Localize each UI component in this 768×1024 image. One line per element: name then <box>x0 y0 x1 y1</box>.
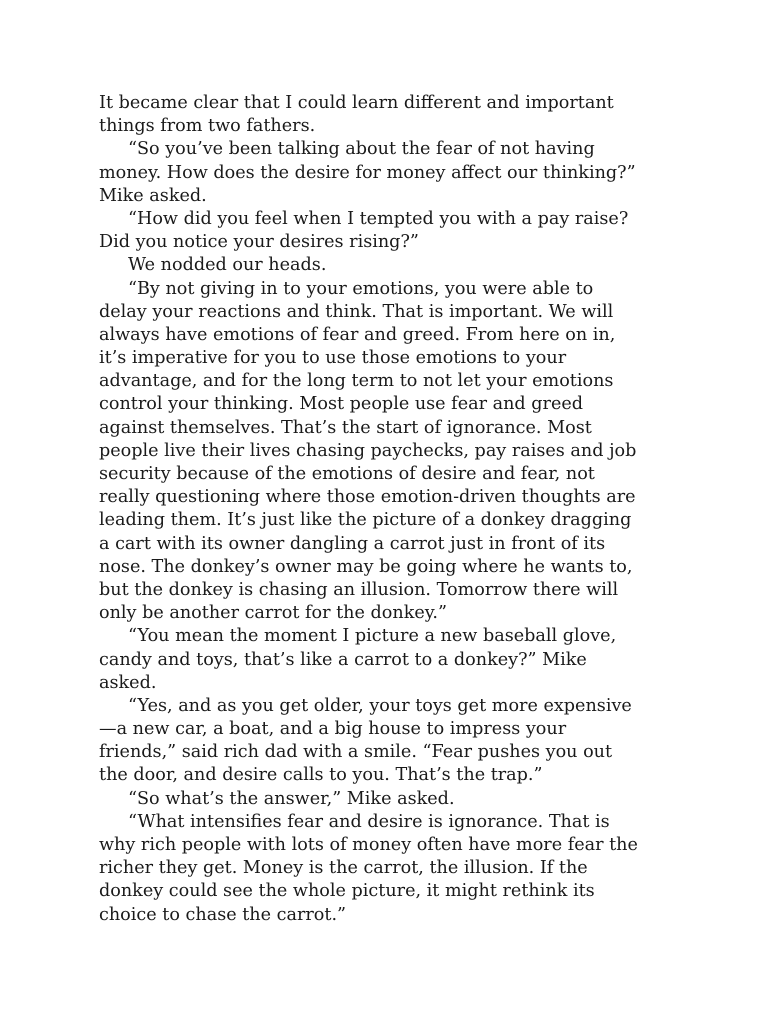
text-line: “You mean the moment I picture a new baseball glove, <box>128 626 617 647</box>
text-line: only be another carrot for the donkey.” <box>99 603 447 624</box>
text-line: really questioning where those emotion-driven thoughts are <box>99 487 636 508</box>
text-line: always have emotions of fear and greed. From here on in, <box>99 324 616 345</box>
text-line: It became clear that I could learn different and important <box>99 93 614 113</box>
text-line: money. How does the desire for money affect our thinking?” <box>99 162 636 183</box>
text-line: why rich people with lots of money often have more fear the <box>99 835 638 855</box>
text-line: advantage, and for the long term to not let your emotions <box>99 371 614 392</box>
text-line: “So you’ve been talking about the fear of not having <box>128 139 595 160</box>
text-line: nose. The donkey’s owner may be going where he wants to, <box>99 556 633 577</box>
text-line: candy and toys, that’s like a carrot to a donkey?” Mike <box>99 649 587 670</box>
text-line: “So what’s the answer,” Mike asked. <box>128 788 455 809</box>
text-line: people live their lives chasing paychecks, pay raises and job <box>99 440 637 461</box>
text-line: richer they get. Money is the carrot, the illusion. If the <box>99 858 588 879</box>
text-line: delay your reactions and think. That is important. We will <box>99 301 614 322</box>
text-line: things from two fathers. <box>99 116 316 137</box>
text-line: but the donkey is chasing an illusion. Tomorrow there will <box>99 579 619 600</box>
text-line: asked. <box>99 672 157 693</box>
text-line: —a new car, a boat, and a big house to impress your <box>99 719 567 740</box>
text-line: Mike asked. <box>99 185 207 206</box>
text-line: “What intensifies fear and desire is ignorance. That is <box>128 811 610 832</box>
text-line: “How did you feel when I tempted you with a pay raise? <box>128 208 629 229</box>
text-line: “Yes, and as you get older, your toys get more expensive <box>128 695 632 716</box>
text-line: security because of the emotions of desire and fear, not <box>99 464 595 484</box>
text-line: choice to chase the carrot.” <box>99 904 347 925</box>
text-line: friends,” said rich dad with a smile. “Fear pushes you out <box>99 742 613 763</box>
text-line: “By not giving in to your emotions, you were able to <box>128 278 594 299</box>
text-line: against themselves. That’s the start of ignorance. Most <box>99 417 592 438</box>
text-line: it’s imperative for you to use those emotions to your <box>99 348 567 369</box>
text-line: We nodded our heads. <box>128 255 327 276</box>
text-line: Did you notice your desires rising?” <box>99 232 419 253</box>
text-line: leading them. It’s just like the picture of a donkey dragging <box>99 510 632 531</box>
text-line: the door, and desire calls to you. That’s the trap.” <box>99 765 543 786</box>
text-line: donkey could see the whole picture, it might rethink its <box>99 881 595 902</box>
text-line: a cart with its owner dangling a carrot just in front of its <box>99 533 606 554</box>
text-line: control your thinking. Most people use fear and greed <box>99 394 584 415</box>
page-body-text <box>99 92 699 927</box>
